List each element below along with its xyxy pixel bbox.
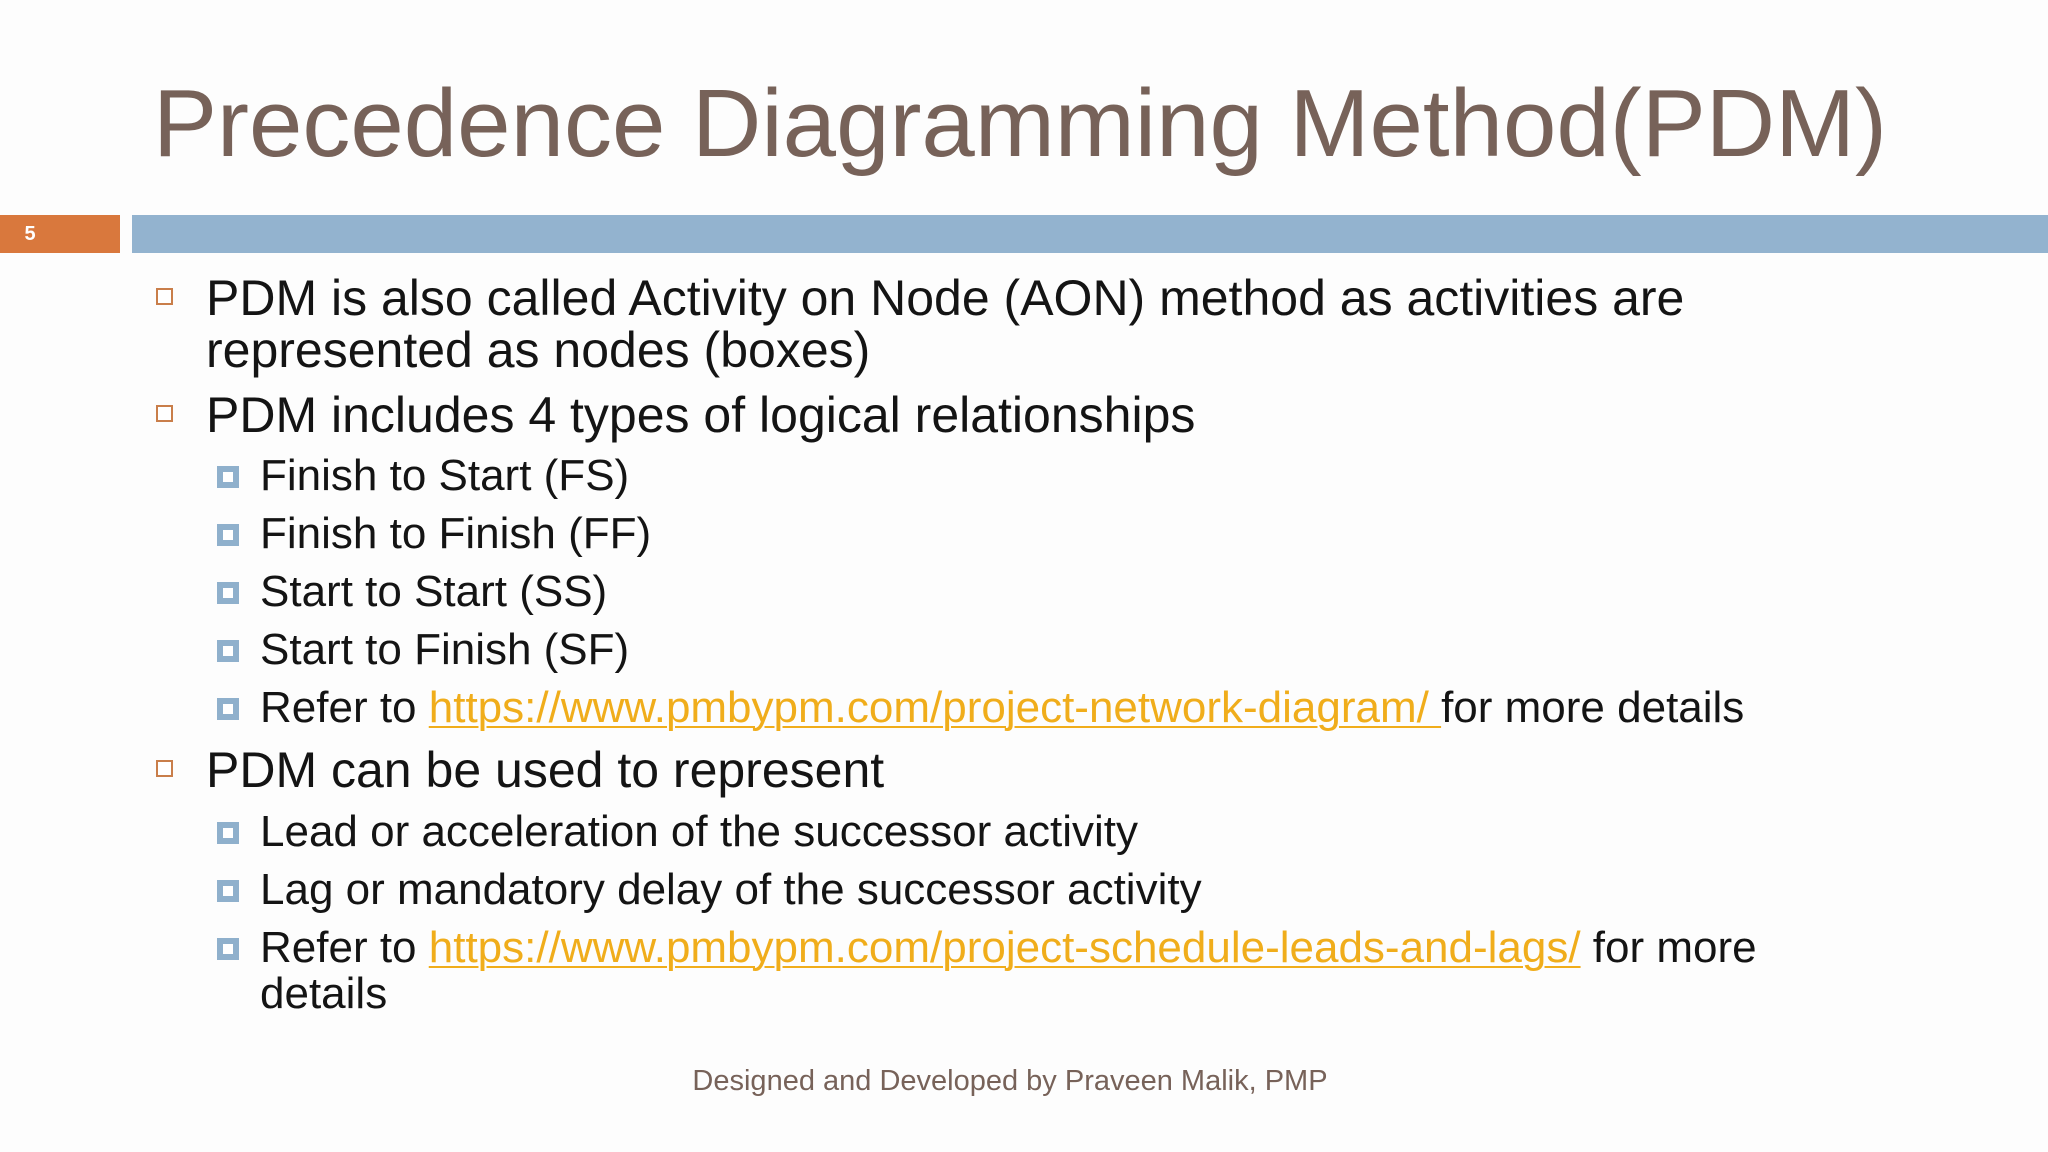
bullet-item [206,272,1886,376]
ref-suffix: for more [1580,923,1757,972]
bullet-item [206,744,1886,796]
bullet-text: PDM can be used to represent [206,742,885,798]
ref-suffix-continued: details [260,969,388,1018]
slide-footer: Designed and Developed by Praveen Malik, PMP [692,1065,1328,1097]
bullet-text: PDM includes 4 types of logical relationships [206,387,1196,443]
square-bullet-icon [156,288,173,305]
sub-bullet-text: Lag or mandatory delay of the successor activity [260,865,1202,914]
sub-bullet-item [260,867,1900,913]
ref-prefix: Refer to [260,923,429,972]
network-diagram-link[interactable]: https://www.pmbypm.com/project-network-diagram/ [428,683,1442,732]
square-sub-bullet-icon [217,640,239,662]
sub-bullet-text: Start to Finish (SF) [260,625,630,674]
square-bullet-icon [156,405,173,422]
slide-number-badge [0,215,120,253]
sub-bullet-item [260,809,1900,855]
bullet-item [206,389,1886,441]
ref-prefix: Refer to [260,683,429,732]
square-sub-bullet-icon [217,524,239,546]
square-sub-bullet-icon [217,466,239,488]
sub-bullet-item [260,511,1900,557]
square-sub-bullet-icon [217,822,239,844]
sub-bullet-text: Lead or acceleration of the successor activity [260,807,1139,856]
bullet-text-line: PDM is also called Activity on Node (AON) method as activities are [206,270,1685,326]
sub-bullet-text: Finish to Start (FS) [260,451,630,500]
sub-bullet-text: Finish to Finish (FF) [260,509,652,558]
sub-bullet-item [260,569,1900,615]
square-sub-bullet-icon [217,582,239,604]
slide-number: 5 [24,223,36,245]
square-sub-bullet-icon [217,880,239,902]
leads-lags-link[interactable]: https://www.pmbypm.com/project-schedule-leads-and-lags/ [428,923,1581,972]
slide-title: Precedence Diagramming Method(PDM) [153,70,1887,177]
ref-suffix: for more details [1441,683,1745,732]
square-sub-bullet-icon [217,698,239,720]
sub-bullet-text: Start to Start (SS) [260,567,608,616]
square-sub-bullet-icon [217,938,239,960]
square-bullet-icon [156,760,173,777]
bullet-text-line: represented as nodes (boxes) [206,322,871,378]
sub-bullet-item [260,685,1900,731]
title-divider-bar [132,215,2048,253]
sub-bullet-item [260,453,1900,499]
sub-bullet-item [260,627,1900,673]
sub-bullet-item [260,925,1900,1017]
